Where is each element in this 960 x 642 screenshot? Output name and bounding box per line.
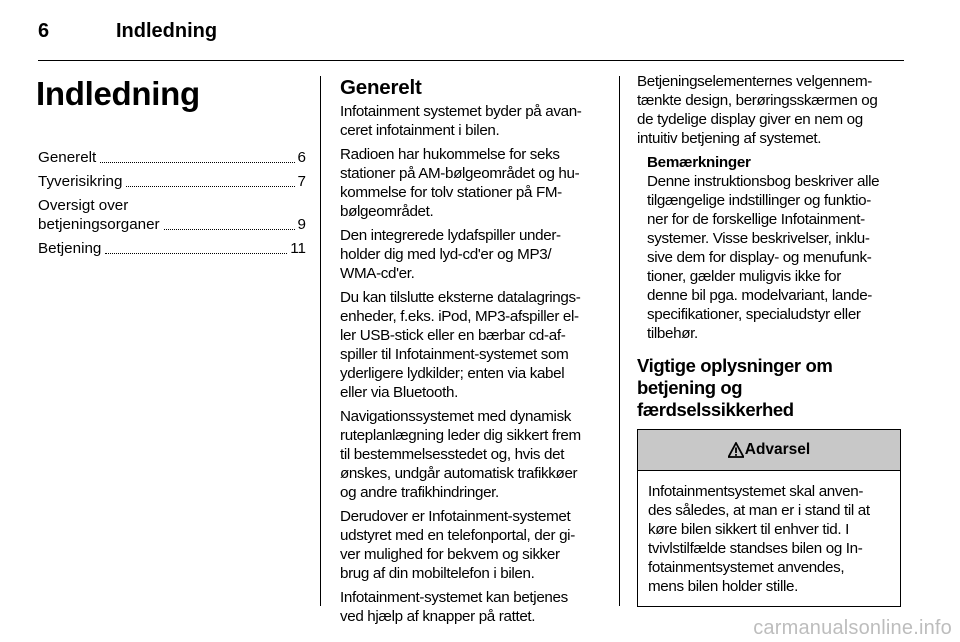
warning-title: Advarsel	[744, 441, 811, 458]
warning-line: Infotainmentsystemet skal anven-	[648, 483, 864, 500]
warning-line: køre bilen sikkert til enhver tid. I	[648, 521, 849, 538]
paragraph-line: WMA-cd'er.	[340, 265, 415, 282]
note-line: Denne instruktionsbog beskriver alle	[647, 173, 880, 190]
header-title: Indledning	[116, 20, 218, 42]
warning-line: tvivlstilfælde standses bilen og In-	[648, 540, 863, 557]
intro-line: intuitiv betjening af systemet.	[637, 130, 822, 147]
body-paragraph	[340, 145, 604, 221]
warning-box	[637, 429, 901, 607]
warning-text	[638, 471, 900, 606]
intro-line: Betjeningselementernes velgennem-	[637, 73, 872, 90]
body-paragraph	[340, 288, 604, 402]
note-text	[647, 172, 903, 343]
toc-label: betjeningsorganer	[38, 216, 160, 233]
chapter-title: Indledning	[36, 75, 200, 112]
paragraph-line: Navigationssystemet med dynamisk	[340, 408, 572, 425]
paragraph-line: brug af din mobiltelefon i bilen.	[340, 565, 535, 582]
paragraph-line: ver mulighed for bekvem og sikker	[340, 546, 560, 563]
body-column-right	[637, 72, 903, 607]
toc-page-number: 7	[297, 173, 306, 190]
paragraph-line: Radioen har hukommelse for seks	[340, 146, 560, 163]
paragraph-line: kommelse for tolv stationer på FM-	[340, 184, 562, 201]
warning-line: des således, at man er i stand til at	[648, 502, 870, 519]
body-paragraph	[340, 102, 604, 140]
toc-leader-dots	[164, 229, 295, 230]
subheading-line: Vigtige oplysninger om	[637, 355, 833, 376]
table-of-contents	[38, 148, 306, 258]
paragraph-line: ler USB-stick eller en bærbar cd-af-	[340, 327, 566, 344]
body-paragraph	[340, 407, 604, 502]
paragraph-line: til bestemmelsesstedet og, hvis det	[340, 446, 565, 463]
toc-entry-oversigt[interactable]	[38, 196, 306, 234]
paragraph-line: Infotainment systemet byder på avan-	[340, 103, 582, 120]
note-block	[647, 153, 903, 343]
toc-leader-dots	[105, 253, 287, 254]
warning-line: mens bilen holder stille.	[648, 578, 798, 595]
watermark: carmanualsonline.info	[753, 617, 952, 639]
note-line: systemer. Visse beskrivelser, inklu-	[647, 230, 870, 247]
note-line: tilgængelige indstillinger og funktio-	[647, 192, 871, 209]
body-paragraph	[340, 588, 604, 626]
body-column-generelt	[340, 72, 604, 631]
toc-page-number: 9	[297, 216, 306, 233]
safety-subheading	[637, 355, 903, 421]
subheading-line: betjening og færdselssikkerhed	[637, 377, 794, 420]
column-divider	[320, 76, 321, 606]
paragraph-line: eller via Bluetooth.	[340, 384, 458, 401]
toc-leader-dots	[100, 162, 294, 163]
body-paragraph	[340, 507, 604, 583]
paragraph-line: holder dig med lyd-cd'er og MP3/	[340, 246, 552, 263]
paragraph-line: og andre trafikhindringer.	[340, 484, 499, 501]
intro-line: tænkte design, berøringsskærmen og	[637, 92, 878, 109]
note-line: tioner, gælder muligvis ikke for	[647, 268, 841, 285]
column-divider	[619, 76, 620, 606]
note-line: ner for de forskellige Infotainment-	[647, 211, 865, 228]
paragraph-line: spiller til Infotainment-systemet som	[340, 346, 569, 363]
paragraph-line: Den integrerede lydafspiller under-	[340, 227, 561, 244]
toc-label: Betjening	[38, 240, 102, 257]
toc-label: Generelt	[38, 149, 97, 166]
page-number: 6	[38, 20, 50, 42]
warning-line: fotainmentsystemet anvendes,	[648, 559, 845, 576]
note-line: denne bil pga. modelvariant, lande-	[647, 287, 873, 304]
toc-label-line1: Oversigt over	[38, 197, 129, 214]
toc-leader-dots	[126, 186, 294, 187]
paragraph-line: Infotainment-systemet kan betjenes	[340, 589, 568, 606]
warning-triangle-icon	[728, 442, 744, 458]
header-divider	[38, 60, 904, 61]
intro-paragraph	[637, 72, 903, 148]
page-header	[38, 20, 904, 58]
toc-entry-generelt[interactable]	[38, 148, 306, 167]
paragraph-line: ceret infotainment i bilen.	[340, 122, 500, 139]
toc-page-number: 11	[290, 240, 306, 257]
paragraph-line: udstyret med en telefonportal, der gi-	[340, 527, 575, 544]
toc-label: Tyverisikring	[38, 173, 123, 190]
note-title: Bemærkninger	[647, 154, 751, 171]
paragraph-line: ønskes, undgår automatisk trafikkøer	[340, 465, 578, 482]
paragraph-line: enheder, f.eks. iPod, MP3-afspiller el-	[340, 308, 579, 325]
note-line: specifikationer, specialudstyr eller	[647, 306, 861, 323]
section-title: Generelt	[340, 76, 422, 99]
paragraph-line: Derudover er Infotainment-systemet	[340, 508, 571, 525]
paragraph-line: bølgeområdet.	[340, 203, 434, 220]
note-line: sive dem for display- og menufunk-	[647, 249, 872, 266]
body-paragraph	[340, 226, 604, 283]
section-paragraphs	[340, 102, 604, 626]
toc-page-number: 6	[297, 149, 306, 166]
intro-line: de tydelige display giver en nem og	[637, 111, 863, 128]
paragraph-line: stationer på AM-bølgeområdet og hu-	[340, 165, 580, 182]
paragraph-line: ruteplanlægning leder dig sikkert frem	[340, 427, 581, 444]
note-line: tilbehør.	[647, 325, 698, 342]
warning-header	[638, 430, 900, 471]
toc-entry-betjening[interactable]	[38, 239, 306, 258]
toc-entry-tyverisikring[interactable]	[38, 172, 306, 191]
paragraph-line: ved hjælp af knapper på rattet.	[340, 608, 536, 625]
toc-column	[38, 72, 306, 263]
paragraph-line: Du kan tilslutte eksterne datalagrings-	[340, 289, 581, 306]
paragraph-line: yderligere lydkilder; enten via kabel	[340, 365, 565, 382]
